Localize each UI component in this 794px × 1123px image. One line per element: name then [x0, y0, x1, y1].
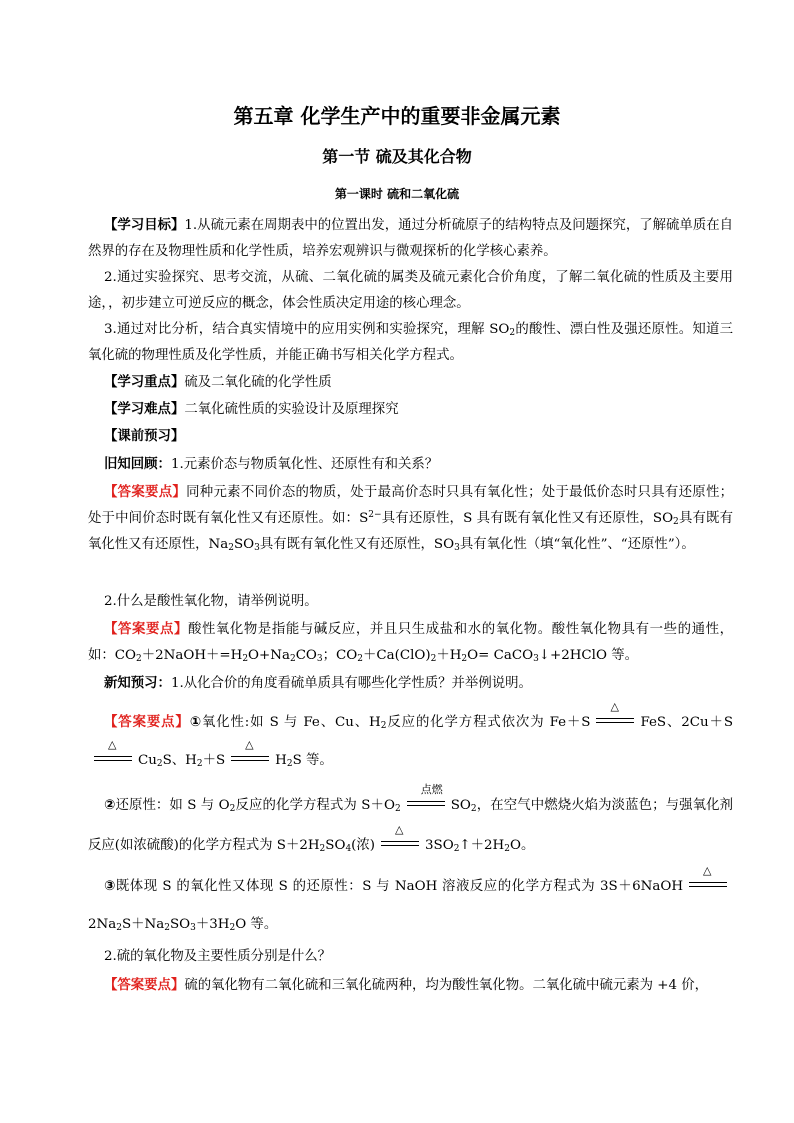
answer-3-text: ＋S — [202, 753, 226, 768]
answer-2 — [88, 617, 733, 669]
subscript: 2 — [319, 844, 326, 854]
subscript: 2 — [196, 759, 203, 769]
subscript: 2 — [116, 923, 122, 933]
difficulty-label: 【学习难点】 — [104, 402, 185, 417]
key-label: 【学习重点】 — [104, 375, 185, 390]
answer-2-text: ＋2NaOH＋=H — [141, 648, 243, 663]
subscript: 2 — [164, 923, 170, 933]
subscript: 2 — [673, 517, 679, 527]
ignite-condition — [405, 783, 447, 812]
superscript: 2− — [368, 510, 382, 520]
answer-3-text: O。 — [509, 838, 535, 853]
answer-2-text: ＋Ca(ClO) — [363, 648, 431, 663]
answer-2-text: CO — [295, 648, 317, 663]
answer-3-text: 反应的化学方程式依次为 Fe＋S — [386, 715, 591, 730]
difficult-point — [88, 397, 733, 423]
subscript: 3 — [533, 654, 539, 664]
difficulty-text: 二氧化硫性质的实验设计及原理探究 — [184, 402, 399, 417]
answer-3-text: (浓) — [351, 838, 376, 853]
answer-3-text: ↑＋2H — [459, 838, 505, 853]
review-question-1 — [88, 452, 733, 478]
learning-goal-2: 2.通过实验探究、思考交流，从硫、二氧化硫的属类及硫元素化合价角度，了解二氧化硫的性质及主要用途，，初步建立可逆反应的概念，体会性质决定用途的核心理念。 — [88, 270, 733, 311]
subscript: 2 — [286, 759, 293, 769]
answer-1 — [88, 480, 733, 558]
answer-3-text: 2Na — [88, 917, 117, 932]
subscript: 3 — [254, 543, 260, 553]
circled-number: ① — [189, 715, 202, 730]
subscript: 2 — [504, 844, 510, 854]
heat-condition — [687, 864, 729, 893]
answer-3-text: ＋3H — [195, 917, 230, 932]
answer-1-text: SO — [233, 537, 255, 552]
answer-label: 【答案要点】 — [104, 715, 190, 730]
goal-3-text-b: 的酸性、漂白性及强还原性。知道三氧化硫的物理性质及化学性质，并能正确书写相关化学方程式。 — [88, 322, 733, 363]
goal-1-text: 1.从硫元素在周期表中的位置出发，通过分析硫原子的结构特点及问题探究，了解硫单质在自然界的存在及物理性质和化学性质，培养宏观辨识与微观探析的化学核心素养。 — [88, 218, 734, 259]
answer-label: 【答案要点】 — [104, 485, 187, 500]
goals-label: 【学习目标】 — [104, 218, 185, 233]
heat-symbol: △ — [245, 738, 254, 751]
new-knowledge-question-1 — [88, 671, 733, 697]
answer-1-text: 具有既有氧化性又有还原性，SO — [259, 537, 455, 552]
subscript: 2 — [242, 654, 249, 664]
answer-3-text: S、H — [162, 753, 197, 768]
chapter-title: 第五章 化学生产中的重要非金属元素 — [233, 104, 561, 128]
learning-goal-1 — [88, 213, 733, 265]
answer-3-text: 既体现 S 的氧化性又体现 S 的还原性：S 与 NaOH 溶液反应的化学方程式为 3S＋6NaOH — [115, 879, 683, 894]
subscript: 2 — [229, 923, 236, 933]
circled-number: ② — [104, 798, 116, 813]
heat-symbol: △ — [108, 738, 117, 751]
answer-3-text: FeS、2Cu＋S — [640, 715, 734, 730]
subscript: 2 — [357, 654, 364, 664]
answer-3-both — [88, 864, 733, 944]
subscript: 3 — [454, 543, 460, 553]
section-title: 第一节 硫及其化合物 — [322, 147, 472, 166]
answer-3-text: 氧化性:如 S 与 Fe、Cu、H — [201, 715, 381, 730]
heat-condition — [92, 738, 134, 767]
goal-3-text-a: 3.通过对比分析，结合真实情境中的应用实例和实验探究，理解 SO — [104, 322, 510, 337]
answer-3-text: 3SO — [425, 838, 454, 853]
key-point — [88, 370, 733, 396]
answer-4-text: 硫的氧化物有二氧化硫和三氧化硫两种，均为酸性氧化物。二氧化硫中硫元素为 +4 价， — [184, 978, 709, 993]
answer-2-text: 酸性氧化物是指能与碱反应，并且只生成盐和水的氧化物。酸性氧化物具有一些的通性，如：CO — [88, 622, 734, 663]
review-q1-text: 1.元素价态与物质氧化性、还原性有和关系？ — [170, 457, 439, 472]
subscript: 2 — [229, 804, 236, 814]
answer-3-text: 反应的化学方程式为 S＋O — [235, 798, 396, 813]
answer-2-text: O= CaCO — [467, 648, 534, 663]
answer-3-text: S＋Na — [121, 917, 165, 932]
review-label: 旧知回顾： — [104, 457, 171, 472]
answer-label: 【答案要点】 — [104, 622, 188, 637]
subscript: 2 — [228, 543, 234, 553]
answer-3-text: SO — [169, 917, 191, 932]
learning-goal-3 — [88, 317, 733, 369]
question-3: 2.硫的氧化物及主要性质分别是什么？ — [104, 949, 332, 964]
subscript: 2 — [470, 804, 477, 814]
heat-symbol: △ — [703, 864, 712, 877]
answer-1-text: 具有既有氧化性又有还原性，Na — [88, 511, 734, 552]
subscript: 2 — [289, 654, 296, 664]
subscript: 2 — [430, 654, 437, 664]
key-text: 硫及二氧化硫的化学性质 — [184, 375, 332, 390]
answer-3-reducing — [88, 783, 733, 866]
heat-condition — [379, 823, 421, 852]
subscript: 2 — [509, 328, 516, 338]
heat-symbol: △ — [395, 823, 404, 836]
answer-3-text: H — [275, 753, 287, 768]
answer-1-text: 具有氧化性（填“氧化性”、“还原性”）。 — [459, 537, 695, 552]
subscript: 2 — [453, 844, 460, 854]
answer-3-text: SO — [450, 798, 471, 813]
subscript: 2 — [380, 721, 387, 731]
answer-3-text: S 等。 — [292, 753, 333, 768]
subscript: 3 — [316, 654, 323, 664]
heat-symbol: △ — [610, 700, 619, 713]
subscript: 4 — [345, 844, 352, 854]
question-2: 2.什么是酸性氧化物，请举例说明。 — [104, 594, 318, 609]
heat-condition — [594, 700, 636, 729]
heat-condition — [229, 738, 271, 767]
subscript: 2 — [395, 804, 401, 814]
new-knowledge-q1-text: 1.从化合价的角度看硫单质具有哪些化学性质？并举例说明。 — [170, 676, 532, 691]
answer-3-text: Cu — [138, 753, 157, 768]
answer-3-oxidizing — [88, 700, 734, 780]
answer-3-text: O 等。 — [235, 917, 278, 932]
answer-1-text: 具有还原性，S 具有既有氧化性又有还原性，SO — [381, 511, 674, 526]
answer-label: 【答案要点】 — [104, 978, 185, 993]
lesson-title: 第一课时 硫和二氧化硫 — [334, 187, 460, 201]
answer-3-text: ，在空气中燃烧火焰为淡蓝色；与强氧化剂反应(如浓硫酸)的化学方程式为 S＋2H — [88, 798, 733, 853]
subscript: 2 — [136, 654, 142, 664]
answer-2-text: ＋H — [436, 648, 462, 663]
new-knowledge-label: 新知预习： — [104, 676, 171, 691]
preview-label: 【课前预习】 — [104, 429, 185, 444]
circled-number: ③ — [104, 879, 116, 894]
preview-heading — [88, 424, 733, 450]
answer-3-text: 还原性：如 S 与 O — [115, 798, 230, 813]
answer-1-text: 同种元素不同价态的物质，处于最高价态时只具有氧化性；处于最低价态时只具有还原性；处于中间价态时既有氧化性又有还原性。如：S — [88, 485, 734, 526]
answer-4 — [88, 973, 733, 999]
subscript: 3 — [190, 923, 196, 933]
answer-3-text: SO — [325, 838, 346, 853]
subscript: 2 — [461, 654, 468, 664]
ignite-label: 点燃 — [420, 783, 443, 796]
answer-2-text: ；CO — [322, 648, 358, 663]
answer-2-text: ↓+2HClO 等。 — [538, 648, 638, 663]
answer-2-text: O+Na — [248, 648, 290, 663]
subscript: 2 — [156, 759, 163, 769]
